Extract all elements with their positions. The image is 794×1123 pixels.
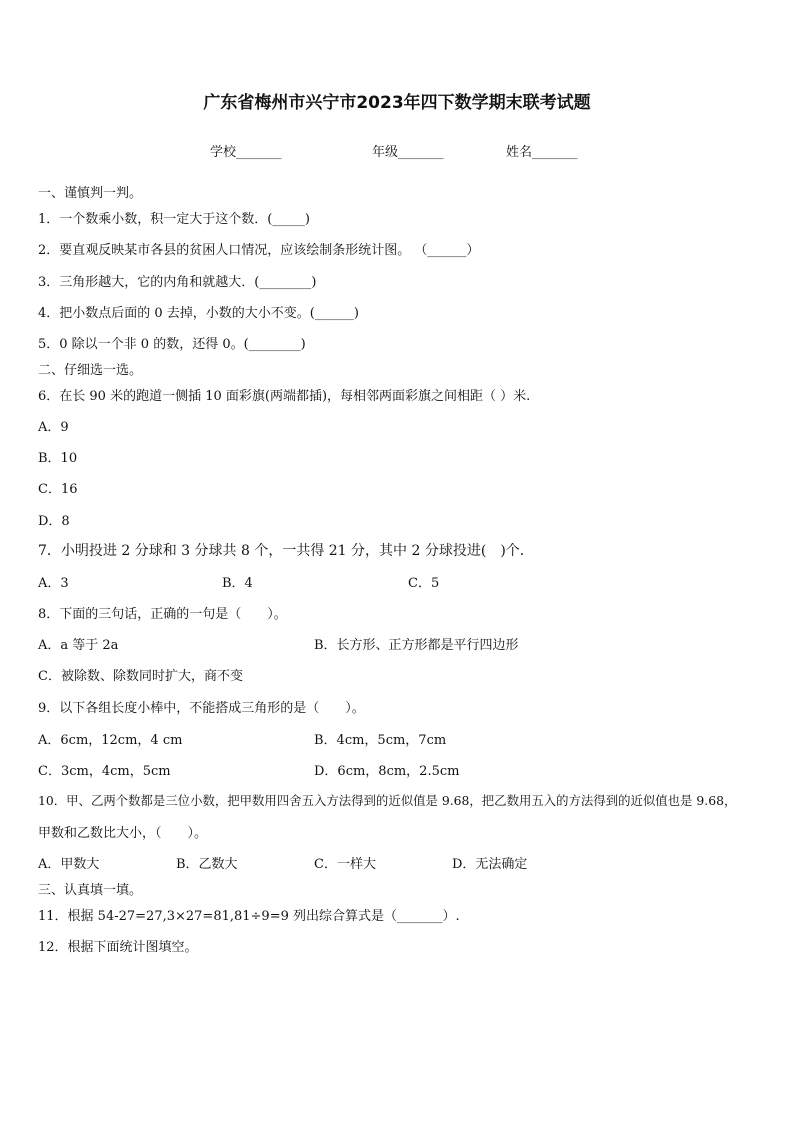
- q7-option-b: B．4: [222, 576, 253, 591]
- question-8: 8．下面的三句话，正确的一句是（ ）。: [38, 607, 287, 622]
- question-10-continued: 甲数和乙数比大小，（ ）。: [38, 826, 208, 841]
- page-title: 广东省梅州市兴宁市2023年四下数学期末联考试题: [203, 93, 591, 113]
- school-field: 学校_______: [210, 145, 282, 160]
- q6-option-d: D．8: [38, 514, 70, 529]
- question-11: 11．根据 54-27=27,3×27=81,81÷9=9 列出综合算式是（_______）.: [38, 909, 460, 924]
- q10-option-a: A．甲数大: [38, 857, 100, 872]
- name-field: 姓名_______: [506, 145, 578, 160]
- q7-option-a: A．3: [38, 576, 69, 591]
- section-heading-2: 二、仔细选一选。: [38, 363, 143, 378]
- question-7: 7．小明投进 2 分球和 3 分球共 8 个，一共得 21 分，其中 2 分球投进( )个.: [38, 543, 525, 559]
- question-1: 1．一个数乘小数，积一定大于这个数．(_____): [38, 212, 310, 227]
- q9-option-b: B．4cm，5cm，7cm: [314, 733, 447, 748]
- question-2: 2．要直观反映某市各县的贫困人口情况，应该绘制条形统计图。 （______）: [38, 243, 480, 258]
- q9-option-d: D．6cm，8cm，2.5cm: [314, 764, 460, 779]
- q6-option-c: C．16: [38, 482, 78, 497]
- q10-option-b: B．乙数大: [176, 857, 238, 872]
- q6-option-a: A．9: [38, 420, 69, 435]
- section-heading-3: 三、认真填一填。: [38, 883, 143, 898]
- section-heading-1: 一、谨慎判一判。: [38, 186, 143, 201]
- q7-option-c: C．5: [408, 576, 440, 591]
- question-10: 10．甲、乙两个数都是三位小数，把甲数用四舍五入方法得到的近似值是 9.68，把乙数用五入的方法得到的近似值也是 9.68，: [38, 793, 737, 808]
- q6-option-b: B．10: [38, 451, 78, 466]
- question-9: 9．以下各组长度小棒中，不能搭成三角形的是（ ）。: [38, 701, 365, 716]
- grade-field: 年级_______: [372, 145, 444, 160]
- q8-option-c: C．被除数、除数同时扩大，商不变: [38, 669, 243, 684]
- q10-option-d: D．无法确定: [452, 857, 528, 872]
- question-3: 3．三角形越大，它的内角和就越大．(________): [38, 275, 317, 290]
- q10-option-c: C．一样大: [314, 857, 376, 872]
- q9-option-c: C．3cm，4cm，5cm: [38, 764, 171, 779]
- question-4: 4．把小数点后面的 0 去掉，小数的大小不变。(______): [38, 306, 359, 321]
- question-5: 5．0 除以一个非 0 的数，还得 0。(________): [38, 337, 306, 352]
- q9-option-a: A．6cm，12cm，4 cm: [38, 733, 183, 748]
- q8-option-b: B．长方形、正方形都是平行四边形: [314, 638, 519, 653]
- question-12: 12．根据下面统计图填空。: [38, 940, 198, 955]
- q8-option-a: A．a 等于 2a: [38, 638, 119, 653]
- question-6: 6．在长 90 米的跑道一侧插 10 面彩旗(两端都插)，每相邻两面彩旗之间相距（ ）米.: [38, 389, 531, 404]
